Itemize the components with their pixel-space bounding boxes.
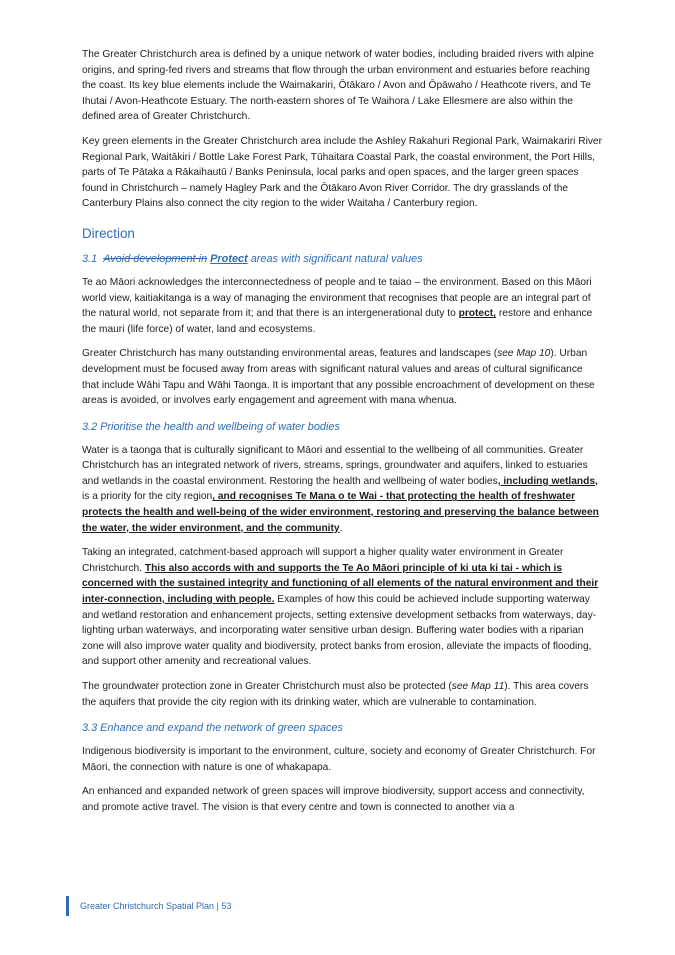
inserted-text: , including wetlands, (497, 475, 598, 487)
section-3-3-paragraph-1: Indigenous biodiversity is important to the environment, culture, society and economy of Greater Christchurch. For Māori, the connection with nature is one of whakapapa. (82, 746, 596, 773)
section-3-2-paragraph-1: Water is a taonga that is culturally significant to Māori and essential to the wellbeing of all communities. Greater Christchurch has an integrated network of rivers, streams, springs, groundwater and aquifers, linked to estuaries and wetlands in the coastal environment. Restoring the health and wellbeing of water bodies, including wetlands, is a priority for the city region, and recognises Te Mana o te Wai - that protecting the health of freshwater protects the health and well-being of the wider environment, restoring and preserving the balance between the water, the wider environment, and the community. (82, 444, 599, 534)
page-content (82, 47, 602, 825)
footer-text: Greater Christchurch Spatial Plan | 53 (80, 901, 232, 911)
heading-rest: areas with significant natural values (250, 252, 423, 265)
section-3-3-paragraph-2: An enhanced and expanded network of green spaces will improve biodiversity, support access and connectivity, and promote active travel. The vision is that every centre and town is connected to another via a (82, 786, 585, 813)
map-reference: see Map 11 (451, 681, 505, 692)
section-3-1-paragraph-1: Te ao Māori acknowledges the interconnectedness of people and te taiao – the environment. Based on this Māori world view, kaitiakitanga is a way of managing the environment that recognises that people are an integral part of the natural world, not separate from it; and that there is an intergenerational duty to protect, restore and enhance the mauri (life force) of water, land and ecosystems. (82, 276, 593, 335)
footer-accent-bar (66, 896, 69, 916)
section-3-2-paragraph-2: Taking an integrated, catchment-based approach will support a higher quality water environment in Greater Christchurch. This also accords with and supports the Te Ao Māori principle of ki uta ki tai - which is concerned with the sustained integrity and functioning of all elements of the natural environment and their inter-connection, including with people. Examples of how this could be achieved include supporting waterway and wetland restoration and enhancement projects, setting extensive development setbacks from waterways, day-lighting urban waterways, and incorporating water sensitive urban design. Buffering water bodies with a riparian zone will also improve water quality and biodiversity, protect banks from erosion, alleviate the impacts of flooding, and support other amenity and recreational values. (82, 547, 599, 668)
deleted-text: Avoid development in (103, 252, 208, 265)
section-3-2-paragraph-3: The groundwater protection zone in Greater Christchurch must also be protected (see Map 11). This area covers the aquifers that provide the city region with its drinking water, which are vulnerable to contamination. (82, 681, 589, 708)
section-number: 3.1 (82, 252, 98, 265)
map-reference: see Map 10 (497, 348, 551, 360)
intro-paragraph-1: The Greater Christchurch area is defined by a unique network of water bodies, including braided rivers with alpine origins, and spring-fed rivers and streams that flow through the urban environment and estuaries before reaching the coast. Its key blue elements include the Waimakariri, Ōtākaro / Avon and Ōpāwaho / Heathcote rivers, and Te Ihutai / Avon-Heathcote Estuary. The north-eastern shores of Te Waihora / Lake Ellesmere are also within the defined area of Greater Christchurch. (82, 49, 594, 123)
section-3-1-heading (82, 253, 602, 265)
inserted-text: protect, (458, 308, 496, 320)
section-3-2-heading: 3.2 Prioritise the health and wellbeing of water bodies (82, 420, 340, 433)
inserted-text: , and recognises Te Mana o te Wai - that protecting the health of freshwater protects the health and well-being of the wider environment, restoring and preserving the balance between the water, the wider environment, and the community (82, 491, 599, 534)
page-footer (66, 896, 231, 916)
direction-heading: Direction (82, 225, 135, 241)
section-3-1-paragraph-2: Greater Christchurch has many outstanding environmental areas, features and landscapes (see Map 10). Urban development must be focused away from areas with significant natural values and areas of cultural significance that include Wāhi Tapu and Wāhi Taonga. It is important that any possible encroachment of development on these areas is avoided, or involves early engagement and agreement with mana whenua. (82, 348, 595, 407)
section-3-3-heading: 3.3 Enhance and expand the network of green spaces (82, 722, 343, 735)
intro-paragraph-2: Key green elements in the Greater Christchurch area include the Ashley Rakahuri Regional Park, Waimakariri River Regional Park, Waitākiri / Bottle Lake Forest Park, Tūhaitara Coastal Park, the coastal environment, the Port Hills, parts of Te Pātaka a Rākaihautū / Banks Peninsula, local parks and open spaces, and the larger green spaces found in Christchurch – namely Hagley Park and the Ōtākaro Avon River Corridor. The dry grasslands of the Canterbury Plains also connect the city region to the wider Waitaha / Canterbury region. (82, 135, 602, 210)
inserted-text: Protect (210, 252, 248, 265)
inserted-text: This also accords with and supports the Te Ao Māori principle of ki uta ki tai - which is concerned with the sustained integrity and functioning of all elements of the natural environment and their inter-connection, including with people. (82, 562, 599, 606)
